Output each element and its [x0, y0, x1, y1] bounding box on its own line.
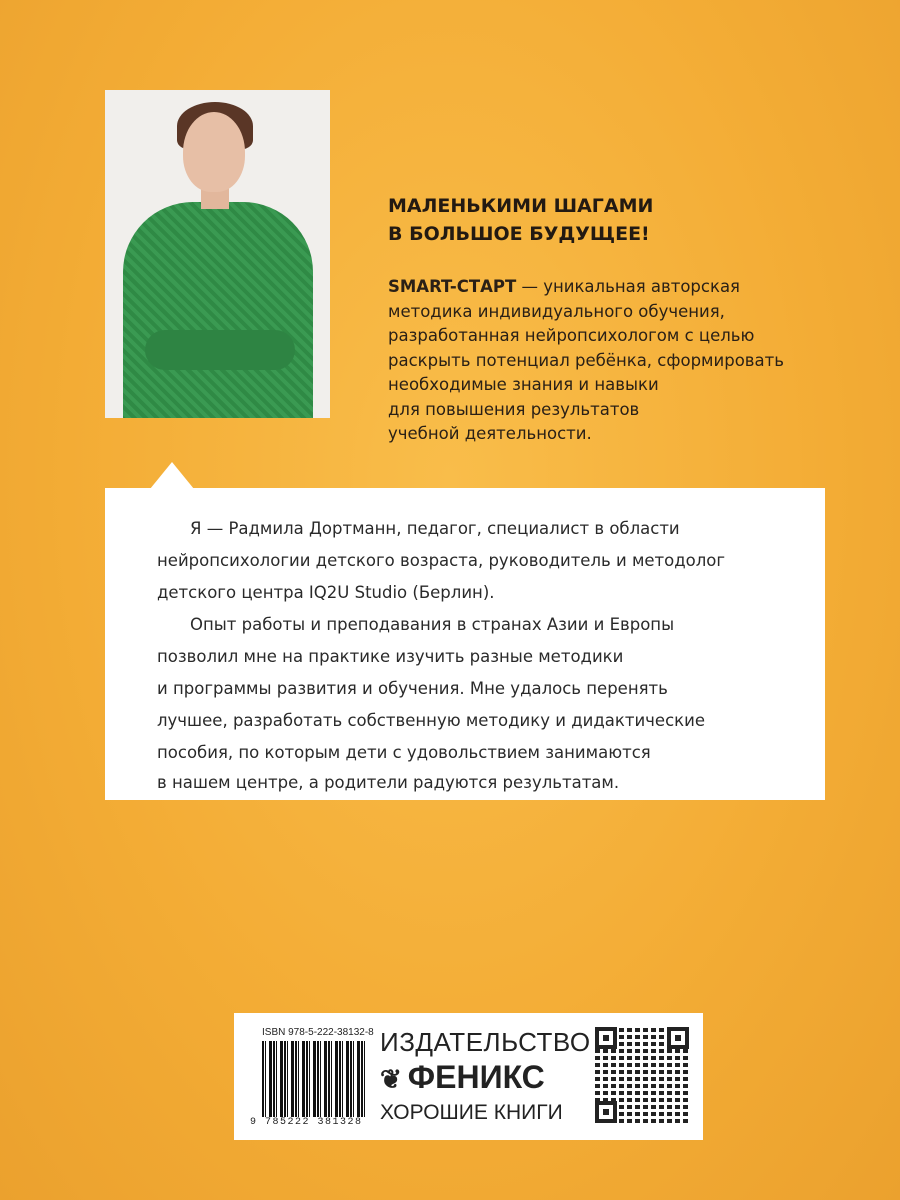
barcode-digits: 9 785222 381328 — [250, 1117, 363, 1128]
phoenix-logo-icon: ❦ — [380, 1064, 402, 1094]
bio-line: Опыт работы и преподавания в странах Азии и Европы — [190, 615, 675, 634]
headline-line: В БОЛЬШОЕ БУДУЩЕЕ! — [388, 223, 650, 245]
bio-line: Я — Радмила Дортманн, педагог, специалист в области — [190, 519, 680, 538]
intro-line-rest: — уникальная авторская — [516, 277, 740, 296]
isbn: ISBN 978-5-222-38132-8 — [262, 1027, 374, 1038]
intro-line: методика индивидуального обучения, — [388, 301, 725, 321]
publisher-name-text: ФЕНИКС — [407, 1059, 545, 1095]
author-photo — [105, 90, 330, 418]
bio-line: пособия, по которым дети с удовольствием занимаются — [157, 743, 651, 762]
publisher-panel — [234, 1013, 703, 1140]
bio-line: детского центра IQ2U Studio (Берлин). — [157, 583, 495, 602]
qr-code — [595, 1027, 689, 1123]
author-bio-box — [105, 488, 825, 800]
bio-line: лучшее, разработать собственную методику и дидактические — [157, 711, 705, 730]
intro-text — [388, 275, 784, 447]
qr-finder — [595, 1101, 617, 1123]
qr-finder — [667, 1027, 689, 1049]
intro-line: для повышения результатов — [388, 399, 640, 419]
qr-finder — [595, 1027, 617, 1049]
barcode — [262, 1041, 367, 1117]
speech-bubble-tail — [150, 462, 194, 489]
headline — [388, 192, 653, 248]
publisher-slogan: ХОРОШИЕ КНИГИ — [380, 1101, 563, 1124]
bio-line: и программы развития и обучения. Мне удалось перенять — [157, 679, 668, 698]
bio-line: позволил мне на практике изучить разные методики — [157, 647, 624, 666]
photo-face — [183, 112, 245, 192]
bio-line: в нашем центре, а родители радуются результатам. — [157, 773, 620, 792]
intro-line — [388, 275, 784, 300]
publisher-label: ИЗДАТЕЛЬСТВО — [380, 1027, 591, 1057]
publisher-name — [380, 1059, 545, 1096]
photo-dress — [123, 202, 313, 418]
intro-line: раскрыть потенциал ребёнка, сформировать — [388, 350, 784, 370]
headline-line: МАЛЕНЬКИМИ ШАГАМИ — [388, 195, 654, 217]
intro-line: учебной деятельности. — [388, 424, 592, 443]
bio-line: нейропсихологии детского возраста, руководитель и методолог — [157, 551, 726, 570]
brand-name: SMART-СТАРТ — [388, 277, 517, 296]
intro-line: разработанная нейропсихологом с целью — [388, 326, 755, 345]
intro-line: необходимые знания и навыки — [388, 375, 659, 394]
photo-arms — [145, 330, 295, 370]
